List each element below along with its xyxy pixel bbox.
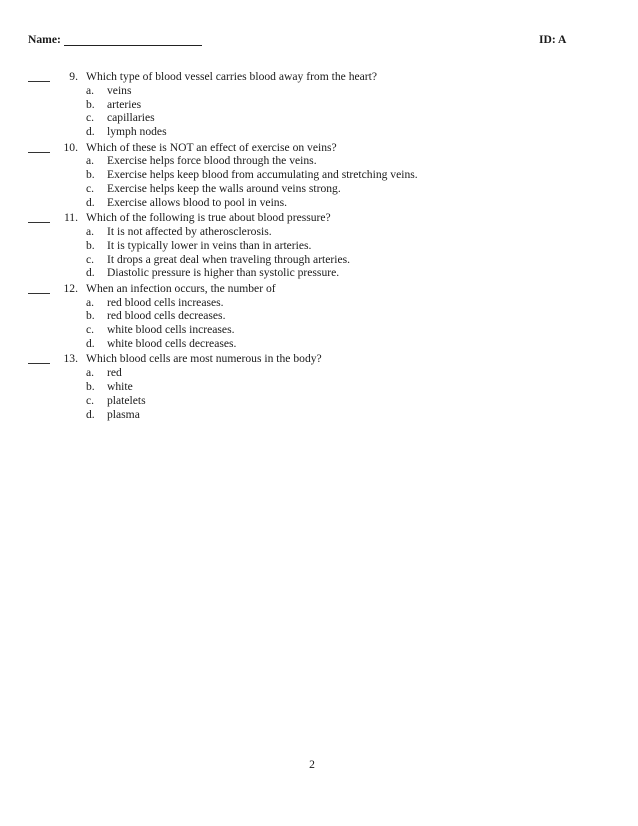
answer-option xyxy=(0,84,638,98)
option-text: Diastolic pressure is higher than systolic pressure. xyxy=(107,266,340,280)
question-number: 9. xyxy=(69,70,78,83)
answer-option xyxy=(0,154,638,168)
option-text: veins xyxy=(107,83,132,97)
option-text: Exercise helps force blood through the veins. xyxy=(107,154,317,168)
question-text: Which of these is NOT an effect of exercise on veins? xyxy=(86,140,337,154)
answer-option xyxy=(0,309,638,323)
answer-option xyxy=(0,125,638,139)
option-text: It drops a great deal when traveling through arteries. xyxy=(107,252,351,266)
question-10 xyxy=(0,141,638,210)
answer-blank[interactable] xyxy=(28,81,50,82)
option-letter: b. xyxy=(86,379,95,393)
test-id-label: ID: A xyxy=(539,33,567,46)
option-letter: c. xyxy=(86,323,95,337)
answer-option xyxy=(0,111,638,125)
option-letter: b. xyxy=(86,97,95,111)
answer-option xyxy=(0,323,638,337)
answer-option xyxy=(0,168,638,182)
option-letter: b. xyxy=(86,309,95,323)
option-letter: c. xyxy=(86,181,95,195)
question-text: Which blood cells are most numerous in the body? xyxy=(86,352,322,366)
name-label: Name: xyxy=(28,33,61,46)
question-line xyxy=(0,70,638,84)
option-text: white xyxy=(107,379,133,393)
question-number: 13. xyxy=(63,352,78,366)
question-9 xyxy=(0,70,638,139)
option-text: lymph nodes xyxy=(107,125,167,139)
option-text: white blood cells decreases. xyxy=(107,336,237,350)
answer-option xyxy=(0,182,638,196)
question-number: 10. xyxy=(63,140,78,154)
answer-option xyxy=(0,239,638,253)
option-text: capillaries xyxy=(107,111,155,125)
option-text: red blood cells decreases. xyxy=(107,309,226,323)
option-letter: a. xyxy=(86,366,95,380)
option-text: Exercise helps keep the walls around veins strong. xyxy=(107,181,341,195)
question-line xyxy=(0,282,638,296)
option-letter: d. xyxy=(86,125,95,139)
answer-blank[interactable] xyxy=(28,152,50,153)
option-text: red blood cells increases. xyxy=(107,295,224,309)
question-text: Which of the following is true about blood pressure? xyxy=(86,211,331,225)
answer-option xyxy=(0,408,638,422)
question-list xyxy=(0,70,638,423)
option-text: Exercise helps keep blood from accumulating and stretching veins. xyxy=(107,168,418,182)
option-letter: a. xyxy=(86,295,95,309)
answer-option xyxy=(0,253,638,267)
option-letter: d. xyxy=(86,407,95,421)
answer-option xyxy=(0,380,638,394)
option-text: white blood cells increases. xyxy=(107,323,235,337)
option-letter: a. xyxy=(86,154,95,168)
page-number: 2 xyxy=(309,758,315,771)
question-number: 12. xyxy=(63,281,78,295)
answer-option xyxy=(0,394,638,408)
answer-option xyxy=(0,296,638,310)
option-text: It is not affected by atherosclerosis. xyxy=(107,224,272,238)
option-letter: b. xyxy=(86,238,95,252)
option-letter: a. xyxy=(86,83,95,97)
question-11 xyxy=(0,211,638,280)
answer-blank[interactable] xyxy=(28,222,50,223)
question-12 xyxy=(0,282,638,351)
question-line xyxy=(0,352,638,366)
question-number: 11. xyxy=(63,211,78,225)
name-blank-line[interactable] xyxy=(64,45,202,46)
option-text: platelets xyxy=(107,393,146,407)
option-letter: c. xyxy=(86,393,95,407)
option-letter: c. xyxy=(86,111,95,125)
answer-option xyxy=(0,366,638,380)
option-text: It is typically lower in veins than in arteries. xyxy=(107,238,312,252)
option-letter: d. xyxy=(86,336,95,350)
option-text: arteries xyxy=(107,97,142,111)
question-line xyxy=(0,141,638,155)
option-letter: d. xyxy=(86,266,95,280)
option-letter: b. xyxy=(86,168,95,182)
answer-option xyxy=(0,266,638,280)
answer-option xyxy=(0,225,638,239)
answer-blank[interactable] xyxy=(28,293,50,294)
option-text: Exercise allows blood to pool in veins. xyxy=(107,195,287,209)
answer-option xyxy=(0,196,638,210)
option-letter: c. xyxy=(86,252,95,266)
option-letter: a. xyxy=(86,224,95,238)
question-text: When an infection occurs, the number of xyxy=(86,281,276,295)
answer-option xyxy=(0,98,638,112)
question-13 xyxy=(0,352,638,421)
question-line xyxy=(0,211,638,225)
option-text: red xyxy=(107,366,122,380)
answer-option xyxy=(0,337,638,351)
option-letter: d. xyxy=(86,195,95,209)
answer-blank[interactable] xyxy=(28,363,50,364)
option-text: plasma xyxy=(107,407,140,421)
question-text: Which type of blood vessel carries blood away from the heart? xyxy=(86,70,378,83)
